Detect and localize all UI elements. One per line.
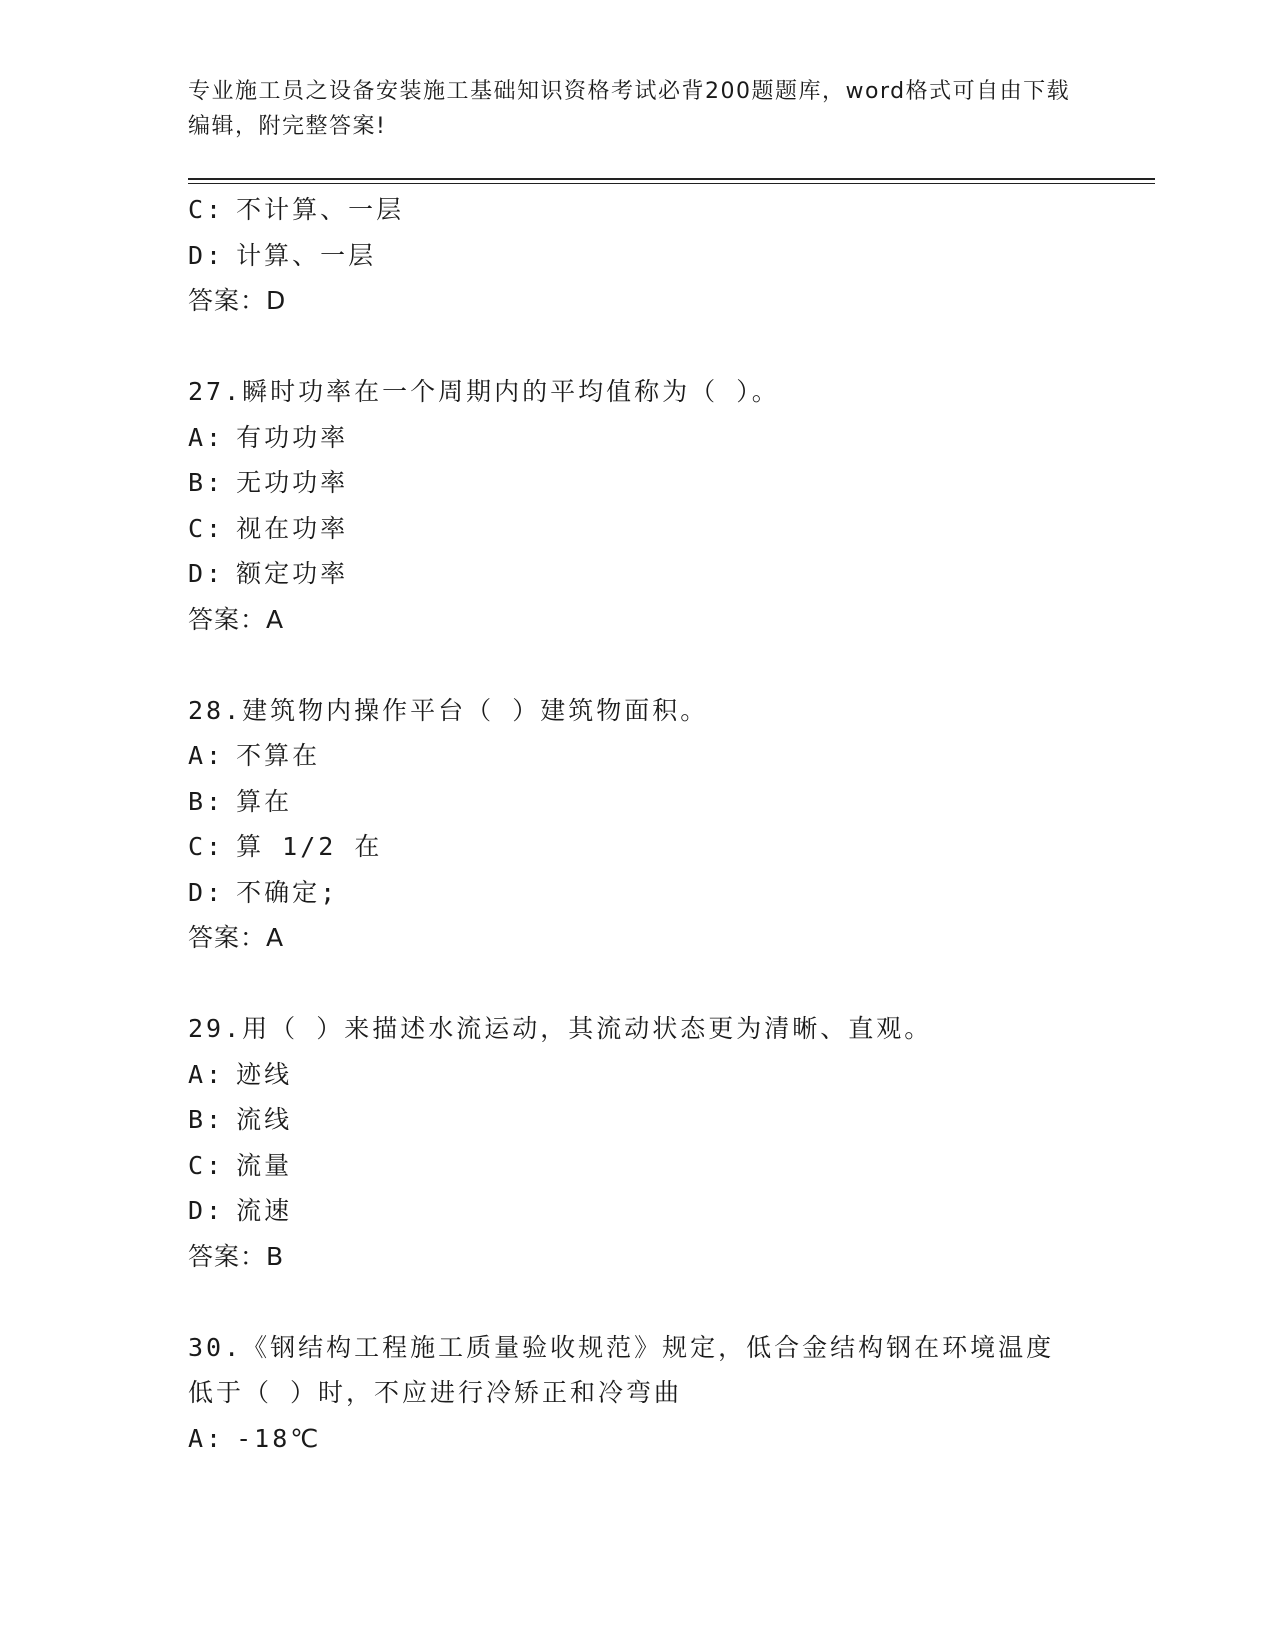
option-text: 不算在 [236,741,321,770]
option-text: 流速 [236,1196,293,1225]
option-b [188,779,1088,825]
answer-label: 答案： [188,1241,267,1271]
option-a [188,415,1088,461]
option-key: C: [188,1150,225,1180]
question-30 [188,1325,1088,1462]
option-key: D: [188,877,225,907]
option-text: 流线 [236,1105,293,1134]
option-text: 不计算、一层 [236,195,405,224]
answer-value: B [266,1241,285,1271]
header-divider-thin [188,183,1155,184]
option-c [188,187,1088,233]
option-key: A: [188,1059,225,1089]
option-key: B: [188,468,225,497]
option-d [188,551,1088,597]
option-key: B: [188,786,225,816]
question-stem: 27.瞬时功率在一个周期内的平均值称为（ ）。 [188,377,780,406]
option-d [188,233,1088,279]
answer-value: D [266,286,287,315]
option-text: 算在 [236,786,293,816]
answer-line [188,915,1088,961]
option-key: C: [188,195,225,224]
option-key: B: [188,1105,225,1134]
option-key: D: [188,240,225,270]
option-text: 视在功率 [236,513,349,543]
option-key: D: [188,1196,225,1225]
question-list [188,187,1088,1461]
option-b [188,1097,1088,1143]
answer-value: A [266,604,285,634]
option-text: 有功功率 [236,422,349,452]
question-28 [188,688,1088,961]
option-d [188,870,1088,916]
option-key: C: [188,513,225,543]
option-text: 流量 [236,1150,293,1180]
option-key: C: [188,832,225,861]
option-a [188,1052,1088,1098]
answer-value: A [266,923,285,952]
option-text: 无功功率 [236,468,349,497]
option-c [188,506,1088,552]
option-a [188,1416,1088,1462]
answer-line [188,1234,1088,1280]
answer-line [188,278,1088,324]
question-stem: 29.用（ ）来描述水流运动，其流动状态更为清晰、直观。 [188,1014,933,1043]
option-key: A: [188,422,225,452]
option-a [188,733,1088,779]
header-divider-thick [188,178,1155,180]
document-header: 专业施工员之设备安装施工基础知识资格考试必背200题题库，word格式可自由下载编辑，附完整答案! [188,79,1071,139]
option-text: -18℃ [236,1423,322,1453]
option-text: 算 1/2 在 [236,832,383,861]
question-stem: 28.建筑物内操作平台（ ）建筑物面积。 [188,695,709,725]
question-27 [188,369,1088,642]
answer-label: 答案： [188,923,267,952]
option-key: A: [188,1423,225,1453]
option-text: 不确定; [236,877,339,907]
option-text: 额定功率 [236,559,349,588]
option-text: 计算、一层 [236,240,377,270]
answer-label: 答案： [188,286,267,315]
question-stem: 30.《钢结构工程施工质量验收规范》规定，低合金结构钢在环境温度低于（ ）时，不应进行冷矫正和冷弯曲 [188,1332,1055,1407]
option-c [188,824,1088,870]
option-text: 迹线 [236,1059,293,1089]
option-c [188,1143,1088,1189]
option-key: D: [188,559,225,588]
option-d [188,1188,1088,1234]
continued-question [188,187,1088,324]
answer-label: 答案： [188,604,267,634]
option-key: A: [188,741,225,770]
answer-line [188,597,1088,643]
option-b [188,460,1088,506]
question-29 [188,1006,1088,1279]
